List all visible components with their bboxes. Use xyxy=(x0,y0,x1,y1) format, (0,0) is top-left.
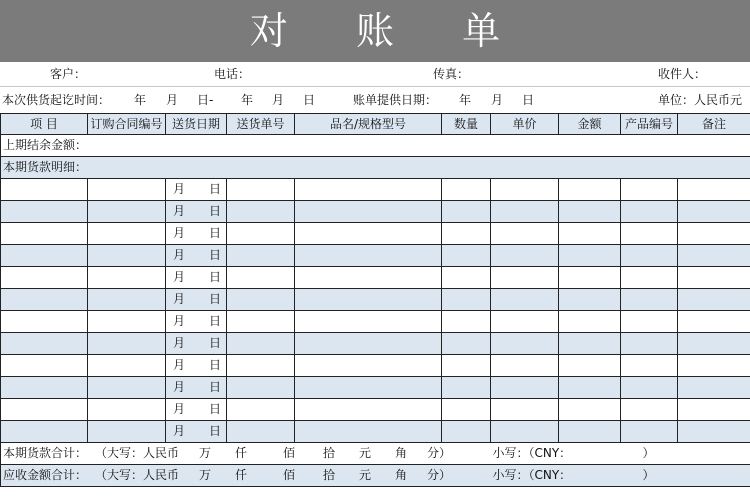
delivery-date-cell[interactable] xyxy=(166,289,227,311)
month-text: 月 xyxy=(172,270,185,284)
table-header-row xyxy=(1,114,750,135)
table-row xyxy=(1,267,750,289)
period-day-2: 日 xyxy=(303,93,316,107)
period-info-row xyxy=(0,87,750,113)
col-header: 产品编号 xyxy=(621,114,678,135)
statement-date-label: 账单提供日期： xyxy=(353,93,438,107)
total-label: 应收金额合计： xyxy=(3,468,88,482)
table-cell[interactable] xyxy=(559,201,621,223)
table-cell[interactable] xyxy=(88,267,166,289)
table-cell[interactable] xyxy=(678,267,750,289)
table-cell[interactable] xyxy=(1,245,88,267)
table-row xyxy=(1,245,750,267)
month-text: 月 xyxy=(172,248,185,262)
table-row xyxy=(1,399,750,421)
delivery-date-cell[interactable] xyxy=(166,355,227,377)
table-cell[interactable] xyxy=(491,333,559,355)
table-cell[interactable] xyxy=(1,333,88,355)
period-label: 本次供货起讫时间： xyxy=(2,93,111,107)
table-cell[interactable] xyxy=(88,377,166,399)
table-cell[interactable] xyxy=(442,201,491,223)
month-text: 月 xyxy=(172,380,185,394)
statement-title: 对 账 单 xyxy=(0,0,750,62)
period-month-1: 月 xyxy=(166,93,179,107)
table-cell[interactable] xyxy=(442,289,491,311)
table-cell[interactable] xyxy=(678,377,750,399)
table-cell[interactable] xyxy=(1,179,88,201)
table-cell[interactable] xyxy=(442,311,491,333)
table-cell[interactable] xyxy=(88,201,166,223)
table-cell[interactable] xyxy=(559,399,621,421)
period-year-2: 年 xyxy=(241,93,254,107)
table-cell[interactable] xyxy=(295,223,442,245)
unit-jiao: 角 xyxy=(395,468,408,482)
contact-info-row xyxy=(0,62,750,87)
table-cell[interactable] xyxy=(491,421,559,443)
table-cell[interactable] xyxy=(295,267,442,289)
col-header: 项 目 xyxy=(1,114,88,135)
period-year-1: 年 xyxy=(134,93,147,107)
receiver-label: 收件人： xyxy=(658,67,707,81)
table-cell[interactable] xyxy=(88,399,166,421)
table-cell[interactable] xyxy=(295,355,442,377)
table-cell[interactable] xyxy=(621,377,678,399)
table-cell[interactable] xyxy=(1,377,88,399)
unit-yuan: 元 xyxy=(359,446,372,460)
table-cell[interactable] xyxy=(559,377,621,399)
period-day-1: 日- xyxy=(197,93,214,107)
table-cell[interactable] xyxy=(491,223,559,245)
delivery-date-cell[interactable] xyxy=(166,399,227,421)
table-cell[interactable] xyxy=(442,377,491,399)
total-lowercase-cell[interactable] xyxy=(491,443,750,465)
table-cell[interactable] xyxy=(1,421,88,443)
table-row xyxy=(1,223,750,245)
day-text: 日 xyxy=(208,182,221,196)
unit-fen: 分） xyxy=(427,446,452,460)
table-row xyxy=(1,355,750,377)
day-text: 日 xyxy=(208,270,221,284)
lowercase-prefix: 小写：（CNY： xyxy=(492,446,572,460)
table-cell[interactable] xyxy=(88,421,166,443)
day-text: 日 xyxy=(208,402,221,416)
unit-wan: 万 xyxy=(199,468,212,482)
month-text: 月 xyxy=(172,226,185,240)
table-cell[interactable] xyxy=(227,377,295,399)
table-cell[interactable] xyxy=(1,201,88,223)
table-cell[interactable] xyxy=(442,399,491,421)
table-cell[interactable] xyxy=(491,399,559,421)
table-cell[interactable] xyxy=(295,245,442,267)
col-header: 送货单号 xyxy=(227,114,295,135)
table-cell[interactable] xyxy=(442,223,491,245)
col-header: 品名/规格型号 xyxy=(295,114,442,135)
table-cell[interactable] xyxy=(88,289,166,311)
day-text: 日 xyxy=(208,248,221,262)
table-row xyxy=(1,311,750,333)
table-cell[interactable] xyxy=(295,377,442,399)
table-row xyxy=(1,377,750,399)
table-cell[interactable] xyxy=(295,179,442,201)
current-details-label: 本期货款明细： xyxy=(1,157,750,179)
unit-bai: 佰 xyxy=(283,446,296,460)
table-cell[interactable] xyxy=(227,399,295,421)
table-cell[interactable] xyxy=(88,179,166,201)
table-cell[interactable] xyxy=(678,289,750,311)
table-cell[interactable] xyxy=(227,289,295,311)
table-cell[interactable] xyxy=(442,355,491,377)
table-cell[interactable] xyxy=(491,267,559,289)
month-text: 月 xyxy=(172,358,185,372)
table-cell[interactable] xyxy=(295,289,442,311)
delivery-date-cell[interactable] xyxy=(166,223,227,245)
delivery-date-cell[interactable] xyxy=(166,421,227,443)
table-cell[interactable] xyxy=(227,267,295,289)
unit-shi: 拾 xyxy=(323,446,336,460)
currency-unit: 单位：人民币元 xyxy=(658,93,743,107)
table-row xyxy=(1,179,750,201)
table-cell[interactable] xyxy=(491,355,559,377)
table-cell[interactable] xyxy=(442,267,491,289)
day-text: 日 xyxy=(208,226,221,240)
period-month-2: 月 xyxy=(272,93,285,107)
table-cell[interactable] xyxy=(1,223,88,245)
table-cell[interactable] xyxy=(678,179,750,201)
table-cell[interactable] xyxy=(491,289,559,311)
month-text: 月 xyxy=(172,336,185,350)
total-uppercase-cell[interactable] xyxy=(1,443,491,465)
table-cell[interactable] xyxy=(621,289,678,311)
unit-qian: 仟 xyxy=(235,468,248,482)
table-cell[interactable] xyxy=(621,179,678,201)
statement-month: 月 xyxy=(491,93,504,107)
table-cell[interactable] xyxy=(678,421,750,443)
table-cell[interactable] xyxy=(295,399,442,421)
table-cell[interactable] xyxy=(88,311,166,333)
table-cell[interactable] xyxy=(491,201,559,223)
unit-bai: 佰 xyxy=(283,468,296,482)
unit-shi: 拾 xyxy=(323,468,336,482)
table-cell[interactable] xyxy=(491,179,559,201)
total-uppercase-cell[interactable] xyxy=(1,465,491,487)
month-text: 月 xyxy=(172,424,185,438)
day-text: 日 xyxy=(208,336,221,350)
current-total-row xyxy=(1,443,750,465)
table-cell[interactable] xyxy=(227,421,295,443)
table-cell[interactable] xyxy=(1,399,88,421)
day-text: 日 xyxy=(208,380,221,394)
day-text: 日 xyxy=(208,292,221,306)
day-text: 日 xyxy=(208,424,221,438)
table-cell[interactable] xyxy=(559,223,621,245)
unit-fen: 分） xyxy=(427,468,452,482)
table-cell[interactable] xyxy=(678,355,750,377)
month-text: 月 xyxy=(172,402,185,416)
table-cell[interactable] xyxy=(227,201,295,223)
uppercase-prefix: （大写：人民币 xyxy=(95,446,180,460)
phone-label: 电话： xyxy=(214,67,251,81)
uppercase-prefix: （大写：人民币 xyxy=(95,468,180,482)
table-cell[interactable] xyxy=(227,245,295,267)
table-row xyxy=(1,333,750,355)
receivable-total-row xyxy=(1,465,750,487)
lowercase-close: ） xyxy=(642,468,655,482)
total-lowercase-cell[interactable] xyxy=(491,465,750,487)
table-cell[interactable] xyxy=(227,311,295,333)
table-cell[interactable] xyxy=(1,311,88,333)
table-cell[interactable] xyxy=(1,355,88,377)
total-label: 本期货款合计： xyxy=(3,446,88,460)
statement-table xyxy=(0,113,750,487)
previous-balance-label: 上期结余金额： xyxy=(1,135,750,157)
col-header: 数量 xyxy=(442,114,491,135)
lowercase-prefix: 小写：（CNY： xyxy=(492,468,572,482)
table-cell[interactable] xyxy=(621,201,678,223)
col-header: 送货日期 xyxy=(166,114,227,135)
current-details-row xyxy=(1,157,750,179)
table-cell[interactable] xyxy=(678,311,750,333)
table-row xyxy=(1,201,750,223)
table-cell[interactable] xyxy=(559,333,621,355)
table-cell[interactable] xyxy=(678,245,750,267)
table-cell[interactable] xyxy=(559,245,621,267)
unit-jiao: 角 xyxy=(395,446,408,460)
col-header: 订购合同编号 xyxy=(88,114,166,135)
delivery-date-cell[interactable] xyxy=(166,377,227,399)
table-cell[interactable] xyxy=(559,179,621,201)
day-text: 日 xyxy=(208,314,221,328)
table-cell[interactable] xyxy=(621,311,678,333)
table-cell[interactable] xyxy=(678,223,750,245)
table-cell[interactable] xyxy=(88,355,166,377)
table-cell[interactable] xyxy=(621,355,678,377)
table-cell[interactable] xyxy=(1,289,88,311)
table-cell[interactable] xyxy=(621,223,678,245)
unit-wan: 万 xyxy=(199,446,212,460)
table-cell[interactable] xyxy=(621,333,678,355)
table-cell[interactable] xyxy=(1,267,88,289)
delivery-date-cell[interactable] xyxy=(166,245,227,267)
table-cell[interactable] xyxy=(678,333,750,355)
table-cell[interactable] xyxy=(559,311,621,333)
month-text: 月 xyxy=(172,292,185,306)
delivery-date-cell[interactable] xyxy=(166,201,227,223)
statement-day: 日 xyxy=(522,93,535,107)
table-cell[interactable] xyxy=(295,201,442,223)
delivery-date-cell[interactable] xyxy=(166,311,227,333)
table-cell[interactable] xyxy=(491,245,559,267)
table-cell[interactable] xyxy=(227,355,295,377)
table-cell[interactable] xyxy=(295,333,442,355)
table-cell[interactable] xyxy=(621,421,678,443)
table-cell[interactable] xyxy=(621,245,678,267)
month-text: 月 xyxy=(172,182,185,196)
table-cell[interactable] xyxy=(559,421,621,443)
table-cell[interactable] xyxy=(621,399,678,421)
table-cell[interactable] xyxy=(559,267,621,289)
table-row xyxy=(1,289,750,311)
table-cell[interactable] xyxy=(442,245,491,267)
delivery-date-cell[interactable] xyxy=(166,267,227,289)
col-header: 单价 xyxy=(491,114,559,135)
table-cell[interactable] xyxy=(88,223,166,245)
customer-label: 客户： xyxy=(50,67,87,81)
unit-qian: 仟 xyxy=(235,446,248,460)
col-header: 金额 xyxy=(559,114,621,135)
table-cell[interactable] xyxy=(559,289,621,311)
table-cell[interactable] xyxy=(295,311,442,333)
lowercase-close: ） xyxy=(642,446,655,460)
table-cell[interactable] xyxy=(491,377,559,399)
table-cell[interactable] xyxy=(227,223,295,245)
table-cell[interactable] xyxy=(559,355,621,377)
table-cell[interactable] xyxy=(88,333,166,355)
table-cell[interactable] xyxy=(88,245,166,267)
table-row xyxy=(1,421,750,443)
unit-yuan: 元 xyxy=(359,468,372,482)
table-cell[interactable] xyxy=(442,333,491,355)
delivery-date-cell[interactable] xyxy=(166,333,227,355)
statement-year: 年 xyxy=(459,93,472,107)
day-text: 日 xyxy=(208,358,221,372)
day-text: 日 xyxy=(208,204,221,218)
table-cell[interactable] xyxy=(621,267,678,289)
table-cell[interactable] xyxy=(491,311,559,333)
fax-label: 传真： xyxy=(433,67,470,81)
table-cell[interactable] xyxy=(227,179,295,201)
table-cell[interactable] xyxy=(227,333,295,355)
month-text: 月 xyxy=(172,204,185,218)
table-cell[interactable] xyxy=(442,421,491,443)
table-cell[interactable] xyxy=(442,179,491,201)
col-header: 备注 xyxy=(678,114,750,135)
table-cell[interactable] xyxy=(678,201,750,223)
table-cell[interactable] xyxy=(295,421,442,443)
delivery-date-cell[interactable] xyxy=(166,179,227,201)
table-cell[interactable] xyxy=(678,399,750,421)
month-text: 月 xyxy=(172,314,185,328)
previous-balance-row xyxy=(1,135,750,157)
